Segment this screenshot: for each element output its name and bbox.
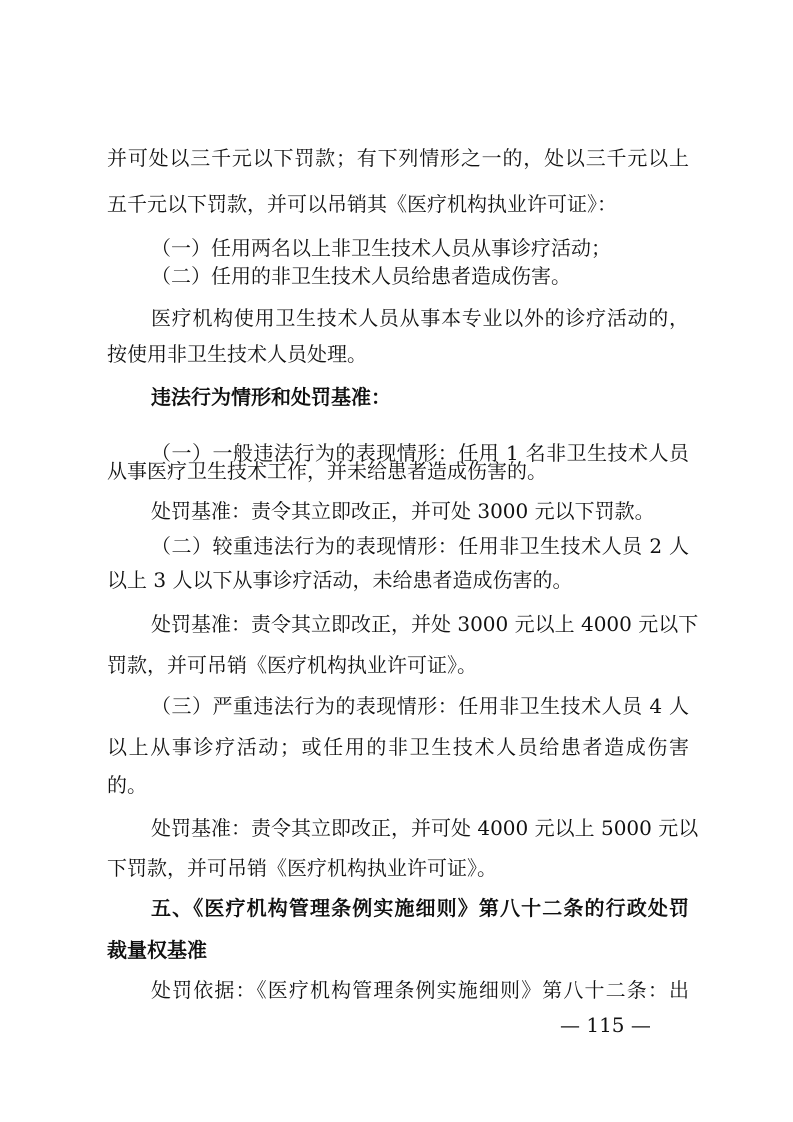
- text-line: 罚款，并可吊销《医疗机构执业许可证》。: [107, 653, 477, 677]
- section-heading: 五、《医疗机构管理条例实施细则》第八十二条的行政处罚: [151, 896, 689, 920]
- text-line: 并可处以三千元以下罚款；有下列情形之一的，处以三千元以上: [107, 146, 689, 170]
- text-line: （二）任用的非卫生技术人员给患者造成伤害。: [151, 264, 571, 288]
- text-line: 按使用非卫生技术人员处理。: [107, 342, 367, 366]
- text-line: （一）任用两名以上非卫生技术人员从事诊疗活动；: [151, 236, 611, 260]
- text-line: 处罚基准：责令其立即改正，并可处 3000 元以下罚款。: [151, 499, 655, 523]
- text-line: 医疗机构使用卫生技术人员从事本专业以外的诊疗活动的，: [151, 306, 689, 330]
- text-line: 的。: [107, 773, 147, 797]
- text-line: 处罚基准：责令其立即改正，并处 3000 元以上 4000 元以下: [151, 612, 699, 636]
- text-line: 从事医疗卫生技术工作，并未给患者造成伤害的。: [107, 459, 547, 483]
- section-heading: 违法行为情形和处罚基准：: [151, 385, 391, 409]
- text-line: 处罚基准：责令其立即改正，并可处 4000 元以上 5000 元以: [151, 816, 699, 840]
- page-number: — 115 —: [560, 1013, 651, 1037]
- text-line: 以上从事诊疗活动；或任用的非卫生技术人员给患者造成伤害: [107, 735, 689, 759]
- text-line: 处罚依据：《医疗机构管理条例实施细则》第八十二条：出: [151, 978, 689, 1002]
- text-line: 以上 3 人以下从事诊疗活动，未给患者造成伤害的。: [107, 568, 573, 592]
- text-line: （一）一般违法行为的表现情形：任用 1 名非卫生技术人员: [151, 441, 689, 465]
- text-line: 下罚款，并可吊销《医疗机构执业许可证》。: [107, 856, 497, 880]
- section-heading: 裁量权基准: [107, 938, 207, 962]
- text-line: 五千元以下罚款，并可以吊销其《医疗机构执业许可证》：: [107, 192, 617, 216]
- text-line: （二）较重违法行为的表现情形：任用非卫生技术人员 2 人: [151, 534, 689, 558]
- text-line: （三）严重违法行为的表现情形：任用非卫生技术人员 4 人: [151, 694, 689, 718]
